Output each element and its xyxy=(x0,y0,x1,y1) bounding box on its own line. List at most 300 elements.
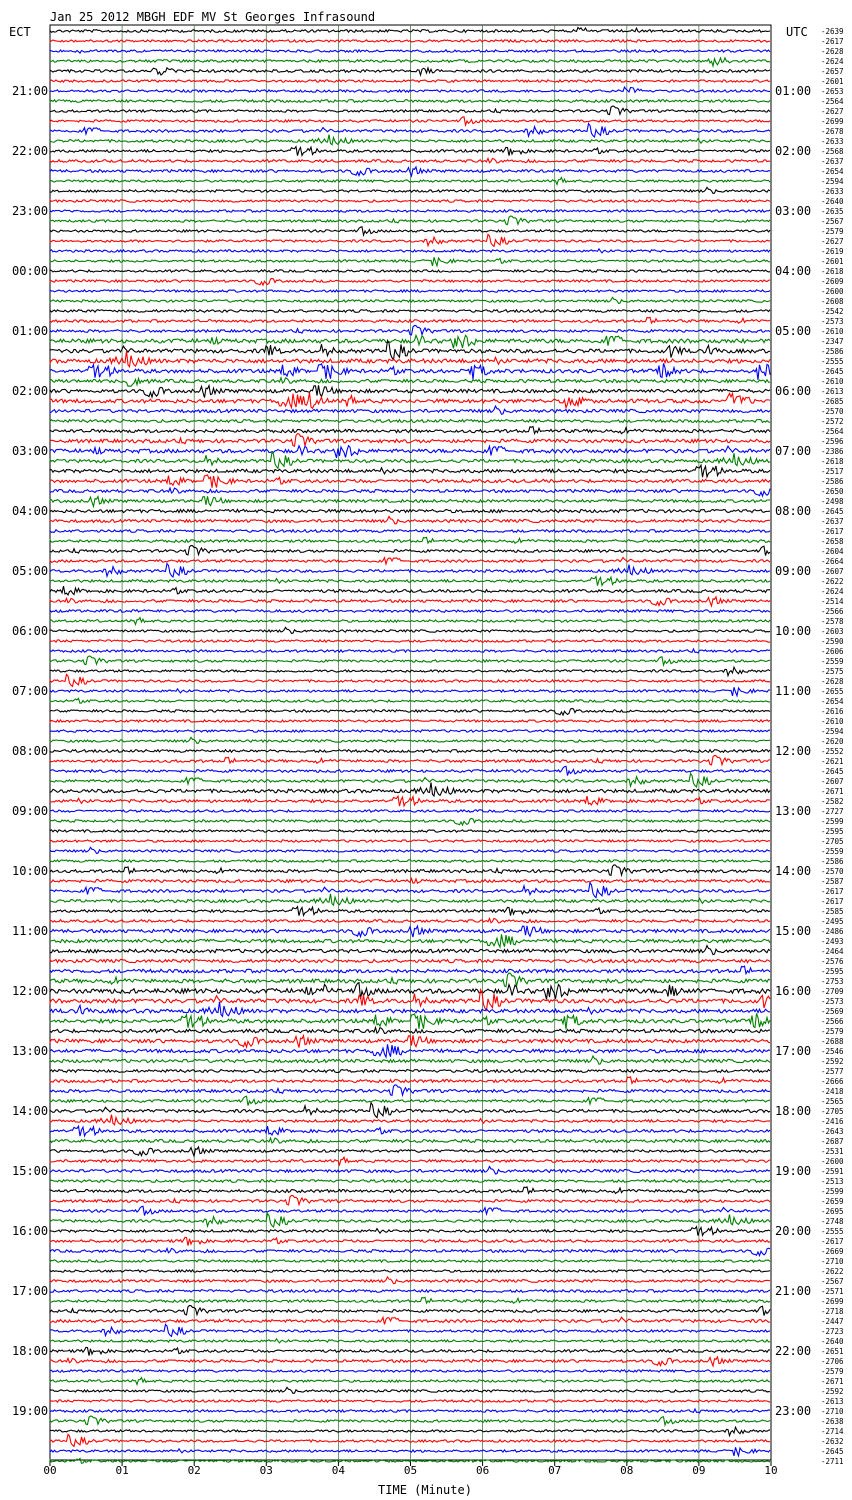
trace-line xyxy=(50,674,770,686)
ect-hour-label: 12:00 xyxy=(12,984,49,998)
trace-offset-label: -2613 xyxy=(821,1397,844,1406)
trace-line xyxy=(50,216,770,224)
trace-line xyxy=(50,1297,770,1303)
utc-hour-label: 11:00 xyxy=(775,684,812,698)
trace-line xyxy=(50,210,770,212)
trace-offset-label: -2590 xyxy=(821,637,844,646)
trace-offset-label: -2628 xyxy=(821,677,844,686)
trace-line xyxy=(50,946,770,955)
x-tick-label: 07 xyxy=(548,1464,562,1477)
utc-hour-label: 23:00 xyxy=(775,1404,812,1418)
trace-line xyxy=(50,1027,770,1033)
trace-line xyxy=(50,227,770,235)
trace-line xyxy=(50,1277,770,1284)
trace-line xyxy=(50,50,770,53)
trace-line xyxy=(50,1339,770,1343)
trace-line xyxy=(50,1147,770,1156)
trace-offset-label: -2699 xyxy=(821,117,844,126)
trace-offset-label: -2564 xyxy=(821,427,844,436)
utc-hour-label: 02:00 xyxy=(775,144,812,158)
trace-line xyxy=(50,68,770,75)
trace-offset-label: -2573 xyxy=(821,997,844,1006)
trace-offset-label: -2573 xyxy=(821,317,844,326)
trace-line xyxy=(50,830,770,832)
trace-line xyxy=(50,516,770,524)
ect-hour-label: 19:00 xyxy=(12,1404,49,1418)
trace-offset-label: -2601 xyxy=(821,77,844,86)
trace-line xyxy=(50,1085,770,1096)
ect-hour-label: 22:00 xyxy=(12,144,49,158)
trace-offset-label: -2577 xyxy=(821,1067,844,1076)
right-axis-label: UTC xyxy=(786,25,808,39)
trace-offset-label: -2552 xyxy=(821,747,844,756)
utc-hour-label: 07:00 xyxy=(775,444,812,458)
utc-hour-label: 10:00 xyxy=(775,624,812,638)
trace-line xyxy=(50,1195,770,1205)
trace-offset-label: -2546 xyxy=(821,1047,844,1056)
utc-hour-label: 21:00 xyxy=(775,1284,812,1298)
trace-line xyxy=(50,640,770,642)
trace-line xyxy=(50,1115,770,1125)
trace-offset-label: -2493 xyxy=(821,937,844,946)
trace-line xyxy=(50,1214,770,1227)
ect-hour-label: 05:00 xyxy=(12,564,49,578)
trace-offset-label: -2621 xyxy=(821,757,844,766)
trace-line xyxy=(50,1434,770,1446)
trace-line xyxy=(50,496,770,506)
trace-line xyxy=(50,100,770,103)
trace-offset-label: -2687 xyxy=(821,1137,844,1146)
trace-offset-label: -2585 xyxy=(821,907,844,916)
utc-hour-label: 03:00 xyxy=(775,204,812,218)
trace-offset-label: -2579 xyxy=(821,227,844,236)
trace-line xyxy=(50,40,770,42)
trace-line xyxy=(50,819,770,826)
trace-offset-label: -2486 xyxy=(821,927,844,936)
trace-offset-label: -2572 xyxy=(821,417,844,426)
trace-line xyxy=(50,1237,770,1245)
trace-offset-label: -2658 xyxy=(821,537,844,546)
trace-offset-label: -2718 xyxy=(821,1307,844,1316)
trace-line xyxy=(50,335,770,348)
trace-line xyxy=(50,577,770,586)
ect-hour-label: 16:00 xyxy=(12,1224,49,1238)
trace-offset-label: -2513 xyxy=(821,1177,844,1186)
trace-offset-label: -2727 xyxy=(821,807,844,816)
trace-line xyxy=(50,58,770,66)
trace-offset-label: -2595 xyxy=(821,827,844,836)
trace-line xyxy=(50,147,770,156)
ect-hour-label: 04:00 xyxy=(12,504,49,518)
trace-line xyxy=(50,1227,770,1236)
trace-offset-label: -2571 xyxy=(821,1287,844,1296)
ect-hour-label: 11:00 xyxy=(12,924,49,938)
trace-offset-label: -2610 xyxy=(821,377,844,386)
trace-offset-label: -2618 xyxy=(821,267,844,276)
x-tick-label: 09 xyxy=(692,1464,706,1477)
trace-line xyxy=(50,698,770,703)
x-tick-label: 03 xyxy=(259,1464,273,1477)
trace-offset-label: -2637 xyxy=(821,517,844,526)
trace-line xyxy=(50,1324,770,1336)
trace-offset-label: -2655 xyxy=(821,687,844,696)
trace-offset-label: -2617 xyxy=(821,1237,844,1246)
ect-hour-label: 02:00 xyxy=(12,384,49,398)
trace-line xyxy=(50,27,770,32)
trace-line xyxy=(50,124,770,137)
trace-offset-label: -2650 xyxy=(821,487,844,496)
trace-line xyxy=(50,351,770,367)
trace-offset-label: -2594 xyxy=(821,177,844,186)
trace-offset-label: -2624 xyxy=(821,57,844,66)
trace-offset-label: -2657 xyxy=(821,67,844,76)
ect-hour-label: 10:00 xyxy=(12,864,49,878)
trace-offset-label: -2447 xyxy=(821,1317,844,1326)
trace-line xyxy=(50,257,770,266)
trace-offset-label: -2607 xyxy=(821,567,844,576)
trace-line xyxy=(50,187,770,193)
trace-offset-label: -2566 xyxy=(821,607,844,616)
trace-line xyxy=(50,1206,770,1215)
trace-offset-label: -2671 xyxy=(821,1377,844,1386)
ect-hour-label: 09:00 xyxy=(12,804,49,818)
trace-offset-label: -2640 xyxy=(821,1337,844,1346)
trace-line xyxy=(50,234,770,246)
trace-line xyxy=(50,465,770,477)
trace-offset-label: -2632 xyxy=(821,1437,844,1446)
trace-offset-label: -2666 xyxy=(821,1077,844,1086)
x-tick-label: 02 xyxy=(187,1464,201,1477)
trace-offset-label: -2617 xyxy=(821,887,844,896)
trace-line xyxy=(50,290,770,292)
trace-line xyxy=(50,1013,770,1029)
trace-offset-label: -2586 xyxy=(821,857,844,866)
trace-line xyxy=(50,1187,770,1193)
trace-offset-label: -2587 xyxy=(821,877,844,886)
trace-offset-label: -2633 xyxy=(821,187,844,196)
trace-line xyxy=(50,558,770,564)
trace-line xyxy=(50,796,770,806)
trace-offset-label: -2498 xyxy=(821,497,844,506)
trace-offset-label: -2710 xyxy=(821,1257,844,1266)
trace-offset-label: -2706 xyxy=(821,1357,844,1366)
trace-offset-label: -2606 xyxy=(821,647,844,656)
ect-hour-label: 00:00 xyxy=(12,264,49,278)
utc-hour-label: 22:00 xyxy=(775,1344,812,1358)
trace-offset-label: -2753 xyxy=(821,977,844,986)
x-tick-label: 06 xyxy=(475,1464,490,1477)
trace-line xyxy=(50,564,770,577)
trace-offset-label: -2654 xyxy=(821,697,844,706)
trace-line xyxy=(50,1357,770,1366)
trace-line xyxy=(50,270,770,272)
utc-hour-label: 14:00 xyxy=(775,864,812,878)
trace-line xyxy=(50,966,770,974)
trace-offset-label: -2617 xyxy=(821,897,844,906)
trace-offset-label: -2559 xyxy=(821,657,844,666)
utc-hour-label: 01:00 xyxy=(775,84,812,98)
trace-line xyxy=(50,1166,770,1174)
trace-line xyxy=(50,1260,770,1262)
trace-line xyxy=(50,1070,770,1073)
trace-offset-label: -2709 xyxy=(821,987,844,996)
trace-line xyxy=(50,597,770,606)
trace-line xyxy=(50,766,770,775)
trace-line xyxy=(50,117,770,125)
x-tick-label: 04 xyxy=(331,1464,346,1477)
ect-hour-label: 21:00 xyxy=(12,84,49,98)
trace-offset-label: -2564 xyxy=(821,97,844,106)
trace-offset-label: -2710 xyxy=(821,1407,844,1416)
x-tick-label: 05 xyxy=(403,1464,418,1477)
trace-offset-label: -2622 xyxy=(821,577,844,586)
trace-line xyxy=(50,106,770,114)
trace-offset-label: -2568 xyxy=(821,147,844,156)
utc-hour-label: 18:00 xyxy=(775,1104,812,1118)
utc-hour-label: 08:00 xyxy=(775,504,812,518)
chart-title: Jan 25 2012 MBGH EDF MV St Georges Infrasound xyxy=(50,10,376,24)
trace-line xyxy=(50,406,770,414)
utc-hour-label: 09:00 xyxy=(775,564,812,578)
trace-offset-label: -2619 xyxy=(821,247,844,256)
trace-line xyxy=(50,926,770,937)
trace-offset-label: -2575 xyxy=(821,667,844,676)
trace-line xyxy=(50,1290,770,1293)
trace-line xyxy=(50,200,770,202)
trace-line xyxy=(50,810,770,812)
trace-line xyxy=(50,1126,770,1136)
utc-hour-label: 12:00 xyxy=(775,744,812,758)
trace-offset-label: -2645 xyxy=(821,367,844,376)
trace-offset-label: -2628 xyxy=(821,47,844,56)
utc-hour-label: 05:00 xyxy=(775,324,812,338)
trace-offset-label: -2567 xyxy=(821,1277,844,1286)
trace-offset-label: -2610 xyxy=(821,717,844,726)
trace-line xyxy=(50,627,770,633)
x-axis-label: TIME (Minute) xyxy=(378,1483,472,1497)
utc-hour-label: 16:00 xyxy=(775,984,812,998)
trace-line xyxy=(50,488,770,496)
trace-offset-label: -2386 xyxy=(821,447,844,456)
utc-hour-label: 06:00 xyxy=(775,384,812,398)
trace-line xyxy=(50,310,770,313)
trace-line xyxy=(50,1248,770,1255)
trace-offset-label: -2604 xyxy=(821,547,844,556)
trace-offset-label: -2610 xyxy=(821,327,844,336)
trace-line xyxy=(50,537,770,543)
trace-line xyxy=(50,1138,770,1143)
trace-line xyxy=(50,1317,770,1324)
trace-offset-label: -2645 xyxy=(821,507,844,516)
trace-offset-label: -2464 xyxy=(821,947,844,956)
trace-line xyxy=(50,1002,770,1017)
trace-offset-label: -2638 xyxy=(821,1417,844,1426)
trace-offset-label: -2613 xyxy=(821,387,844,396)
trace-line xyxy=(50,730,770,732)
trace-offset-label: -2578 xyxy=(821,617,844,626)
trace-line xyxy=(50,687,770,696)
trace-line xyxy=(50,774,770,787)
trace-offset-label: -2617 xyxy=(821,37,844,46)
trace-offset-label: -2418 xyxy=(821,1087,844,1096)
trace-offset-label: -2678 xyxy=(821,127,844,136)
trace-layer xyxy=(50,27,770,1463)
trace-offset-label: -2600 xyxy=(821,287,844,296)
trace-offset-label: -2570 xyxy=(821,407,844,416)
trace-line xyxy=(50,755,770,765)
trace-line xyxy=(50,610,770,613)
trace-offset-label: -2603 xyxy=(821,627,844,636)
trace-offset-label: -2635 xyxy=(821,207,844,216)
trace-line xyxy=(50,847,770,853)
trace-line xyxy=(50,918,770,922)
trace-line xyxy=(50,860,770,862)
trace-line xyxy=(50,973,770,987)
ect-hour-label: 17:00 xyxy=(12,1284,49,1298)
trace-offset-label: -2514 xyxy=(821,597,844,606)
trace-line xyxy=(50,317,770,323)
trace-offset-label: -2601 xyxy=(821,257,844,266)
trace-line xyxy=(50,1370,770,1372)
trace-line xyxy=(50,709,770,716)
trace-offset-label: -2705 xyxy=(821,1107,844,1116)
utc-hour-label: 15:00 xyxy=(775,924,812,938)
trace-line xyxy=(50,840,770,842)
trace-offset-label: -2579 xyxy=(821,1367,844,1376)
trace-offset-label: -2616 xyxy=(821,707,844,716)
trace-offset-label: -2566 xyxy=(821,1017,844,1026)
x-tick-label: 01 xyxy=(115,1464,129,1477)
trace-line xyxy=(50,1409,770,1413)
trace-line xyxy=(50,452,770,468)
trace-offset-label: -2653 xyxy=(821,87,844,96)
trace-offset-label: -2594 xyxy=(821,727,844,736)
trace-line xyxy=(50,1103,770,1118)
utc-hour-label: 17:00 xyxy=(775,1044,812,1058)
trace-line xyxy=(50,586,770,595)
utc-hour-label: 19:00 xyxy=(775,1164,812,1178)
trace-line xyxy=(50,1180,770,1183)
ect-hour-label: 23:00 xyxy=(12,204,49,218)
trace-offset-label: -2627 xyxy=(821,107,844,116)
trace-offset-label: -2627 xyxy=(821,237,844,246)
ect-hour-label: 13:00 xyxy=(12,1044,49,1058)
ect-hour-label: 15:00 xyxy=(12,1164,49,1178)
trace-line xyxy=(50,427,770,434)
trace-offset-label: -2671 xyxy=(821,787,844,796)
trace-offset-label: -2576 xyxy=(821,957,844,966)
trace-offset-label: -2542 xyxy=(821,307,844,316)
trace-line xyxy=(50,80,770,82)
trace-offset-label: -2645 xyxy=(821,1447,844,1456)
trace-offset-label: -2685 xyxy=(821,397,844,406)
trace-offset-label: -2620 xyxy=(821,737,844,746)
trace-line xyxy=(50,1035,770,1047)
trace-line xyxy=(50,434,770,447)
trace-offset-label: -2559 xyxy=(821,847,844,856)
trace-offset-label: -2595 xyxy=(821,967,844,976)
trace-line xyxy=(50,959,770,962)
x-tick-label: 00 xyxy=(43,1464,57,1477)
ect-hour-label: 18:00 xyxy=(12,1344,49,1358)
trace-offset-label: -2711 xyxy=(821,1457,844,1466)
x-tick-label: 10 xyxy=(764,1464,778,1477)
ect-hour-label: 08:00 xyxy=(12,744,49,758)
trace-offset-label: -2695 xyxy=(821,1207,844,1216)
trace-line xyxy=(50,1044,770,1057)
trace-offset-label: -2643 xyxy=(821,1127,844,1136)
trace-line xyxy=(50,618,770,625)
trace-line xyxy=(50,1056,770,1064)
trace-line xyxy=(50,1387,770,1393)
trace-offset-label: -2592 xyxy=(821,1387,844,1396)
trace-offset-label: -2555 xyxy=(821,357,844,366)
ect-hour-label: 03:00 xyxy=(12,444,49,458)
utc-hour-label: 04:00 xyxy=(775,264,812,278)
trace-offset-label: -2654 xyxy=(821,167,844,176)
trace-line xyxy=(50,934,770,947)
trace-line xyxy=(50,894,770,905)
trace-offset-label: -2591 xyxy=(821,1167,844,1176)
trace-line xyxy=(50,545,770,555)
ect-hour-label: 06:00 xyxy=(12,624,49,638)
trace-line xyxy=(50,1305,770,1315)
trace-offset-label: -2579 xyxy=(821,1027,844,1036)
trace-offset-label: -2651 xyxy=(821,1347,844,1356)
trace-line xyxy=(50,385,770,397)
trace-offset-label: -2645 xyxy=(821,767,844,776)
utc-hour-label: 13:00 xyxy=(775,804,812,818)
trace-line xyxy=(50,446,770,458)
trace-offset-label: -2640 xyxy=(821,197,844,206)
trace-line xyxy=(50,1416,770,1425)
trace-offset-label: -2599 xyxy=(821,817,844,826)
trace-line xyxy=(50,178,770,185)
trace-offset-label: -2723 xyxy=(821,1327,844,1336)
trace-line xyxy=(50,279,770,286)
trace-offset-label: -2570 xyxy=(821,867,844,876)
trace-line xyxy=(50,1077,770,1083)
trace-line xyxy=(50,167,770,176)
trace-offset-label: -2624 xyxy=(821,587,844,596)
trace-line xyxy=(50,907,770,916)
trace-line xyxy=(50,475,770,488)
trace-offset-label: -2639 xyxy=(821,27,844,36)
trace-line xyxy=(50,378,770,387)
trace-line xyxy=(50,782,770,795)
trace-offset-label: -2637 xyxy=(821,157,844,166)
trace-offset-label: -2705 xyxy=(821,837,844,846)
trace-offset-label: -2664 xyxy=(821,557,844,566)
trace-line xyxy=(50,1447,770,1456)
trace-offset-label: -2569 xyxy=(821,1007,844,1016)
trace-offset-label: -2688 xyxy=(821,1037,844,1046)
trace-line xyxy=(50,87,770,92)
trace-offset-label: -2714 xyxy=(821,1427,844,1436)
ect-hour-label: 07:00 xyxy=(12,684,49,698)
trace-offset-label: -2608 xyxy=(821,297,844,306)
trace-offset-label: -2618 xyxy=(821,457,844,466)
trace-offset-label: -2495 xyxy=(821,917,844,926)
trace-line xyxy=(50,325,770,335)
trace-line xyxy=(50,1157,770,1165)
trace-offset-label: -2599 xyxy=(821,1187,844,1196)
trace-line xyxy=(50,1378,770,1385)
trace-offset-label: -2586 xyxy=(821,477,844,486)
trace-offset-label: -2582 xyxy=(821,797,844,806)
trace-offset-label: -2609 xyxy=(821,277,844,286)
trace-line xyxy=(50,1347,770,1355)
